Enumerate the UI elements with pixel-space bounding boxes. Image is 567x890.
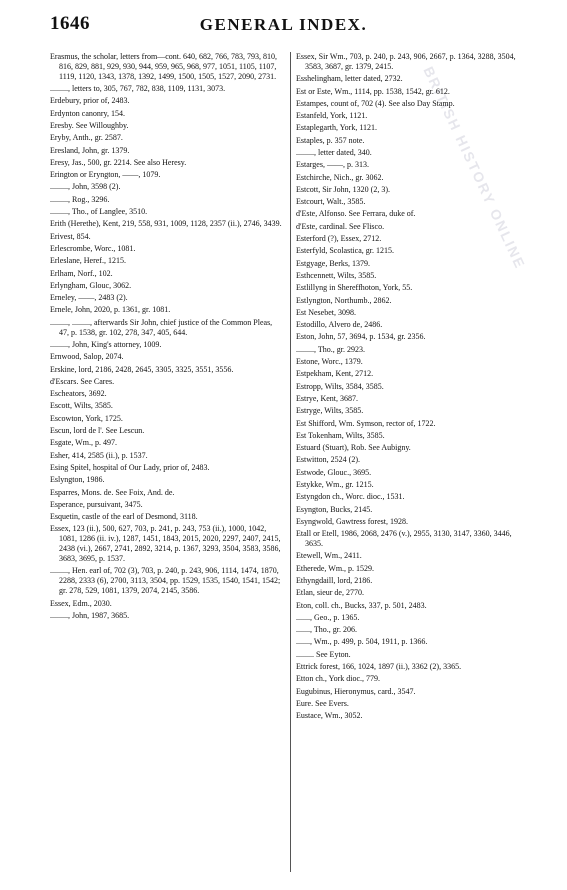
index-entry: Esyngwold, Gawtress forest, 1928. [296, 516, 408, 526]
index-entry: ........., Tho., gr. 2923. [296, 344, 365, 354]
index-entry: Estyngdon ch., Worc. dioc., 1531. [296, 492, 405, 502]
index-entry: ........., letter dated, 340. [296, 147, 372, 157]
index-entry: Esgate, Wm., p. 497. [50, 438, 117, 448]
index-entry: Estarges, ——, p. 313. [296, 160, 369, 170]
left-column [50, 52, 283, 882]
index-entry: Esterfyld, Scolastica, gr. 1215. [296, 246, 394, 256]
index-entry: Estcott, Sir John, 1320 (2, 3). [296, 184, 390, 194]
index-entry: Estpekham, Kent, 2712. [296, 369, 374, 379]
index-entry: Erskine, lord, 2186, 2428, 2645, 3305, 3325, 3551, 3556. [50, 364, 234, 374]
column-divider [290, 52, 291, 872]
index-entry: Eton, coll. ch., Bucks, 337, p. 501, 2483. [296, 600, 427, 610]
watermark-text: BRITISH HISTORY ONLINE [420, 63, 529, 272]
index-entry: ........., Hen. earl of, 702 (3), 703, p. 240, p. 243, 906, 1114, 1474, 1870, 2288, 2333 (6), 2700, 3113, 3504, pp. 1529, 1535, 1540, 1541, 1542; gr. 278, 529, 1081, 1379, 2074, 2145, 3586. [50, 566, 281, 596]
index-entry: Eresland, John, gr. 1379. [50, 145, 130, 155]
index-entry: Estchirche, Nich., gr. 3062. [296, 172, 384, 182]
index-entry: Estryge, Wilts, 3585. [296, 406, 364, 416]
index-entry: Esterford (?), Essex, 2712. [296, 234, 382, 244]
index-entry: Esthcennett, Wilts, 3585. [296, 270, 377, 280]
index-entry: Erith (Herethe), Kent, 219, 558, 931, 1009, 1128, 2357 (ii.), 2746, 3439. [50, 219, 282, 229]
index-entry: Esparres, Mons. de. See Foix, And. de. [50, 487, 175, 497]
index-entry: Escott, Wilts, 3585. [50, 401, 113, 411]
index-entry: Eryby, Anth., gr. 2587. [50, 133, 123, 143]
index-entry: Estrye, Kent, 3687. [296, 393, 358, 403]
index-entry: Esher, 414, 2585 (ii.), p. 1537. [50, 450, 148, 460]
index-entry: Ethyngdaill, lord, 2186. [296, 575, 373, 585]
index-entry: Etlan, sieur de, 2770. [296, 588, 364, 598]
index-entry: Ettrick forest, 166, 1024, 1897 (ii.), 3362 (2), 3365. [296, 662, 462, 672]
index-entry: Eugubinus, Hieronymus, card., 3547. [296, 686, 416, 696]
index-entry: ......... See Eyton. [296, 649, 351, 659]
index-entry: Erdynton canonry, 154. [50, 108, 126, 118]
index-entry: Eustace, Wm., 3052. [296, 711, 363, 721]
index-entry: Esquetin, castle of the earl of Desmond, 3118. [50, 512, 198, 522]
index-entry: ......., Geo., p. 1365. [296, 612, 360, 622]
index-entry: Est Tokenham, Wilts, 3585. [296, 430, 385, 440]
index-entry: Estodillo, Alvero de, 2486. [296, 320, 383, 330]
index-entry: Erneley, ——, 2483 (2). [50, 293, 128, 303]
index-entry: Estampes, count of, 702 (4). See also Day Stamp. [296, 98, 455, 108]
index-entry: Eresby. See Willoughby. [50, 121, 129, 130]
index-entry: Eure. See Evers. [296, 698, 349, 708]
index-entry: Ernwood, Salop, 2074. [50, 352, 124, 362]
index-entry: Est or Este, Wm., 1114, pp. 1538, 1542, gr. 612. [296, 86, 450, 96]
index-entry: Esperance, pursuivant, 3475. [50, 499, 143, 509]
index-entry: ......., Tho., gr. 206. [296, 625, 357, 635]
index-entry: d'Este, Alfonso. See Ferrara, duke of. [296, 209, 416, 219]
page-header [0, 13, 567, 39]
index-entry: Estwode, Glouc., 3695. [296, 467, 372, 477]
index-entry: ........., John, 1987, 3685. [50, 610, 130, 620]
index-entry: Escheators, 3692. [50, 389, 107, 399]
index-entry: Estropp, Wilts, 3584, 3585. [296, 381, 384, 391]
index-entry: Estaplegarth, York, 1121. [296, 123, 378, 133]
index-entry: Erdebury, prior of, 2483. [50, 96, 130, 106]
index-entry: ........., Tho., of Langlee, 3510. [50, 207, 148, 217]
right-column [296, 52, 529, 882]
index-entry: Esing Spitel, hospital of Our Lady, prior of, 2483. [50, 462, 210, 472]
page-number: 1646 [50, 13, 90, 34]
index-entry: Estlyngton, Northumb., 2862. [296, 295, 392, 305]
index-entry: Escun, lord de l'. See Lescun. [50, 426, 145, 436]
index-entry: Etall or Etell, 1986, 2068, 2476 (v.), 2955, 3130, 3147, 3360, 3446, 3635. [296, 529, 512, 549]
index-entry: Erlham, Norf., 102. [50, 268, 113, 278]
index-entry: ........., ........., afterwards Sir John, chief justice of the Common Pleas, 47, p. 1538, gr. 102, 278, 347, 405, 644. [50, 317, 273, 337]
index-entry: Estwitton, 2524 (2). [296, 455, 360, 465]
index-entry: ........., letters to, 305, 767, 782, 838, 1109, 1131, 3073. [50, 84, 226, 94]
index-entry: Est Shifford, Wm. Symson, rector of, 1722. [296, 418, 436, 428]
index-entry: Esshelingham, letter dated, 2732. [296, 74, 403, 84]
index-entry: ........., John, King's attorney, 1009. [50, 339, 162, 349]
index-entry: Erivest, 854. [50, 231, 91, 241]
index-entry: Erasmus, the scholar, letters from—cont. 640, 682, 766, 783, 793, 810, 816, 829, 881, 929, 930, 944, 959, 965, 968, 977, 1051, 1105, 1107, 1119, 1120, 1343, 1378, 1392, 1499, 1500, 1505, 1527, 2090, 2731. [50, 52, 277, 81]
index-entry: Ernele, John, 2020, p. 1361, gr. 1081. [50, 305, 171, 315]
index-entry: Estgyage, Berks, 1379. [296, 258, 370, 268]
index-entry: Estuard (Stuart), Rob. See Aubigny. [296, 443, 411, 453]
index-entry: d'Este, cardinal. See Flisco. [296, 221, 385, 231]
index-entry: ......., Wm., p. 499, p. 504, 1911, p. 1366. [296, 637, 428, 647]
index-entry: Estaples, p. 357 note. [296, 135, 365, 145]
index-entry: Estone, Worc., 1379. [296, 357, 363, 367]
index-entry: Erington or Eryngton, ——, 1079. [50, 170, 161, 180]
running-title: GENERAL INDEX. [199, 15, 368, 34]
index-entry: Essex, 123 (ii.), 500, 627, 703, p. 241, p. 243, 753 (ii.), 1000, 1042, 1081, 1286 (ii. iv.), 1287, 1451, 1843, 2015, 2020, 2297, 2407, 2415, 2438 (vi.), 2667, 2741, 2892, 3214, p. 1367, 3293, 3504, 3583, 3586, 3683, 3695, p. 1537. [50, 524, 281, 564]
index-entry: Eresy, Jas., 500, gr. 2214. See also Heresy. [50, 157, 187, 167]
index-entry: Essex, Edm., 2030. [50, 598, 112, 608]
index-body [50, 52, 530, 882]
index-entry: Estcourt, Walt., 3585. [296, 197, 366, 207]
index-entry: Erlyngham, Glouc, 3062. [50, 280, 132, 290]
index-entry: Eslyngton, 1986. [50, 475, 105, 485]
index-entry: Erleslane, Heref., 1215. [50, 256, 126, 266]
index-entry: Estlillyng in Shereffhoton, York, 55. [296, 283, 413, 293]
index-entry: Etewell, Wm., 2411. [296, 551, 362, 561]
index-entry: Estykke, Wm., gr. 1215. [296, 480, 374, 489]
index-entry: Eston, John, 57, 3694, p. 1534, gr. 2356. [296, 332, 426, 342]
index-entry: d'Escars. See Cares. [50, 376, 115, 386]
index-entry: ........., Rog., 3296. [50, 194, 110, 204]
index-entry: Essex, Sir Wm., 703, p. 240, p. 243, 906, 2667, p. 1364, 3288, 3504, 3583, 3687, gr. 1379, 2415. [296, 52, 516, 71]
index-entry: Erlescrombe, Worc., 1081. [50, 243, 136, 253]
index-entry: Etherede, Wm., p. 1529. [296, 563, 375, 573]
index-entry: Esyngton, Bucks, 2145. [296, 504, 373, 514]
index-entry: Estanfeld, York, 1121. [296, 111, 368, 121]
index-entry: ........., John, 3598 (2). [50, 182, 121, 192]
index-entry: Escowton, York, 1725. [50, 413, 123, 423]
index-entry: Est Nesebet, 3098. [296, 307, 356, 317]
index-entry: Etton ch., York dioc., 779. [296, 674, 380, 684]
